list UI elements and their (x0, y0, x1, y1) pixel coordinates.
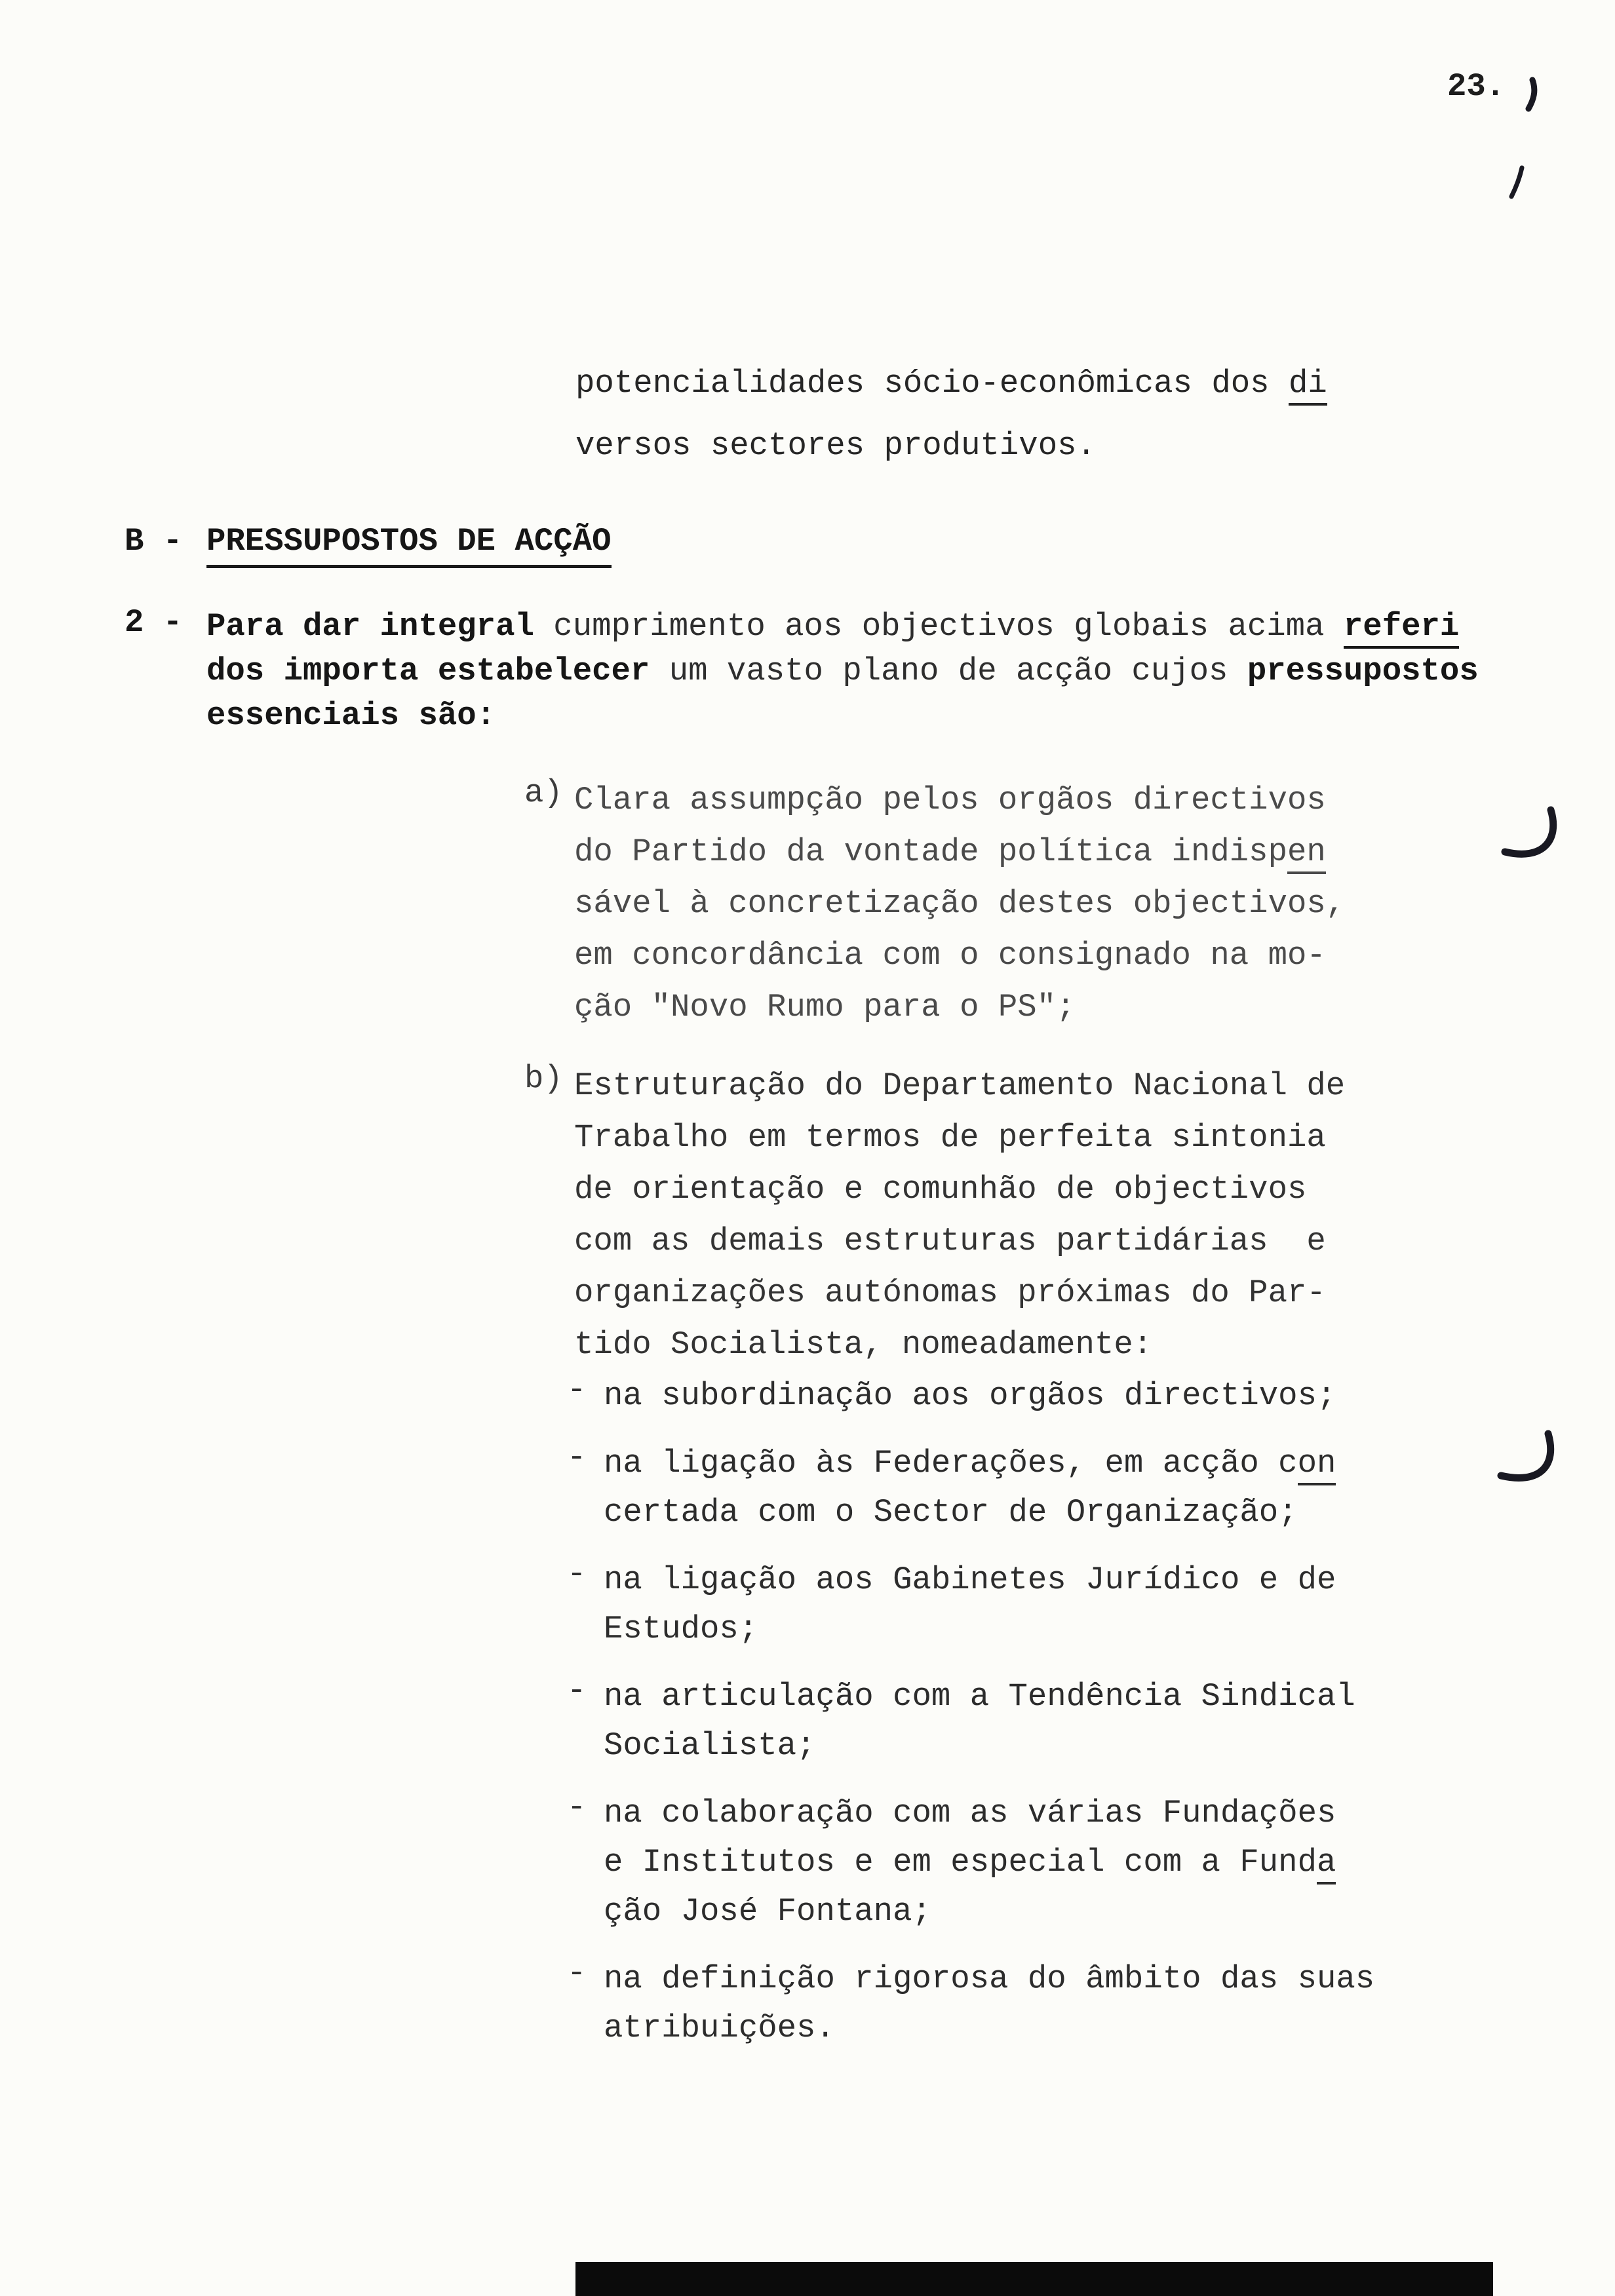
text-segment: sável à concretização destes objectivos, (574, 885, 1346, 922)
text-segment: com as demais estruturas partidárias e (574, 1223, 1326, 1259)
text-segment: on (1298, 1445, 1336, 1485)
handwritten-mark (1501, 1434, 1551, 1478)
text-segment: em concordância com o consignado na mo- (574, 937, 1326, 974)
text-line (574, 1060, 1345, 1112)
paragraph-2 (125, 604, 1479, 738)
text-segment: Socialista; (604, 1727, 816, 1764)
pen-tick-mark (1511, 168, 1522, 197)
text-line (574, 982, 1345, 1033)
text-segment: Estruturação do Departamento Nacional de (574, 1067, 1346, 1104)
dash-list-item (567, 1672, 1374, 1770)
text-segment: a (1317, 1844, 1336, 1885)
text-line (604, 1556, 1336, 1605)
text-segment: en (1287, 833, 1326, 874)
text-segment: versos sectores produtivos. (575, 427, 1096, 464)
paragraph-2-text (206, 604, 1479, 738)
text-segment: pressupostos (1247, 653, 1479, 689)
pen-tick-mark (1528, 80, 1534, 109)
section-letter: B - (125, 523, 202, 560)
text-segment: ção "Novo Rumo para o PS"; (574, 989, 1076, 1025)
dash-item-text (604, 1672, 1355, 1770)
text-line (574, 1267, 1345, 1319)
text-segment: Trabalho em termos de perfeita sintonia (574, 1119, 1326, 1156)
text-line (604, 2004, 1374, 2053)
paragraph-2-number: 2 - (125, 604, 202, 641)
text-segment: um vasto plano de acção cujos (650, 653, 1247, 689)
text-segment: na colaboração com as várias Fundações (604, 1795, 1336, 1831)
text-line (604, 1371, 1336, 1421)
sub-item-a-label: a) (524, 775, 563, 811)
text-line (574, 878, 1345, 930)
text-line (604, 1838, 1336, 1887)
dash-marker: - (567, 1672, 587, 1709)
text-segment: atribuições. (604, 2010, 835, 2046)
text-line (574, 1164, 1345, 1215)
text-line (574, 1112, 1345, 1164)
section-heading (125, 523, 612, 568)
dash-list-item (567, 1789, 1374, 1936)
dash-marker: - (567, 1789, 587, 1826)
sub-item-b (524, 1060, 1345, 1371)
intro-paragraph (575, 353, 1327, 477)
text-line (604, 1488, 1336, 1537)
text-segment: de orientação e comunhão de objectivos (574, 1171, 1307, 1208)
text-line (206, 604, 1479, 649)
section-heading-title: PRESSUPOSTOS DE ACÇÃO (206, 523, 612, 568)
text-segment: na ligação às Federações, em acção c (604, 1445, 1298, 1482)
text-line (574, 1215, 1345, 1267)
text-line (206, 649, 1479, 693)
sub-item-b-label: b) (524, 1060, 563, 1097)
text-line (604, 1672, 1355, 1721)
dash-marker: - (567, 1556, 587, 1592)
text-segment: e Institutos e em especial com a Fund (604, 1844, 1317, 1881)
scan-artifact-bar (575, 2262, 1493, 2296)
text-line (574, 775, 1345, 826)
dash-list (567, 1371, 1374, 2071)
text-segment: certada com o Sector de Organização; (604, 1494, 1298, 1531)
text-segment: na subordinação aos orgãos directivos; (604, 1377, 1336, 1414)
text-segment: cumprimento aos objectivos globais acima (534, 608, 1344, 645)
dash-marker: - (567, 1955, 587, 1991)
dash-list-item (567, 1556, 1374, 1654)
text-segment: referi (1344, 608, 1459, 649)
text-line (604, 1439, 1336, 1488)
text-segment: na ligação aos Gabinetes Jurídico e de (604, 1561, 1336, 1598)
text-line (574, 1319, 1345, 1371)
text-segment: di (1289, 365, 1327, 406)
dash-item-text (604, 1789, 1336, 1936)
dash-item-text (604, 1371, 1336, 1421)
text-segment: na definição rigorosa do âmbito das suas (604, 1961, 1375, 1997)
handwritten-mark (1505, 810, 1553, 854)
text-segment: potencialidades sócio-econômicas dos (575, 365, 1289, 402)
text-segment: tido Socialista, nomeadamente: (574, 1326, 1153, 1363)
text-segment: Para dar integral (206, 608, 534, 645)
text-line (574, 930, 1345, 982)
text-segment: organizações autónomas próximas do Par- (574, 1274, 1326, 1311)
dash-marker: - (567, 1439, 587, 1476)
text-line (575, 415, 1327, 477)
text-line (604, 1605, 1336, 1654)
dash-marker: - (567, 1371, 587, 1408)
text-line (604, 1887, 1336, 1936)
text-segment: ção José Fontana; (604, 1893, 931, 1930)
text-line (206, 693, 1479, 738)
text-segment: do Partido da vontade política indisp (574, 833, 1287, 870)
text-segment: essenciais são: (206, 697, 496, 734)
sub-item-b-text (574, 1060, 1345, 1371)
sub-item-a (524, 775, 1345, 1033)
dash-list-item (567, 1371, 1374, 1421)
text-segment: Clara assumpção pelos orgãos directivos (574, 782, 1326, 818)
dash-item-text (604, 1439, 1336, 1537)
dash-list-item (567, 1439, 1374, 1537)
dash-item-text (604, 1556, 1336, 1654)
text-line (574, 826, 1345, 878)
text-segment: na articulação com a Tendência Sindical (604, 1678, 1355, 1715)
sub-item-a-text (574, 775, 1345, 1033)
text-line (604, 1955, 1374, 2004)
text-line (604, 1789, 1336, 1838)
text-line (575, 353, 1327, 415)
text-line (604, 1721, 1355, 1770)
dash-item-text (604, 1955, 1374, 2053)
page-number: 23. (1447, 68, 1506, 105)
text-segment: Estudos; (604, 1611, 758, 1647)
text-segment: dos importa estabelecer (206, 653, 650, 689)
dash-list-item (567, 1955, 1374, 2053)
